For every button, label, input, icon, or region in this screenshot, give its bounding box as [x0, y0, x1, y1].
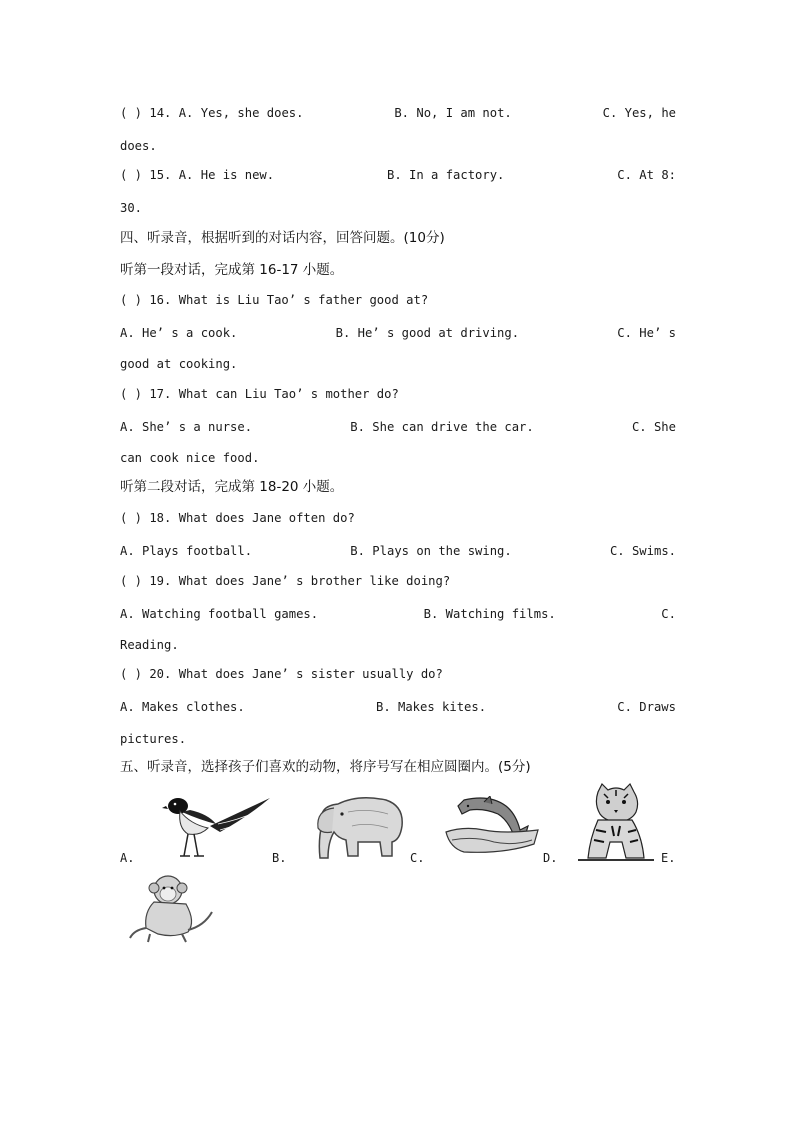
question-17-options — [120, 419, 676, 435]
option-a[interactable]: A. Makes clothes. — [120, 700, 245, 714]
option-b[interactable]: B. In a factory. — [387, 168, 505, 182]
question-19[interactable]: ( ) 19. What does Jane’ s brother like doing? — [120, 574, 451, 588]
elephant-icon[interactable] — [308, 792, 406, 862]
label-b: B. — [272, 851, 287, 865]
question-18-options — [120, 543, 676, 559]
dialog-2-instruction: 听第二段对话，完成第 18-20 小题。 — [120, 479, 344, 495]
question-18[interactable]: ( ) 18. What does Jane often do? — [120, 511, 355, 525]
label-e: E. — [661, 851, 676, 865]
option-c-continued: pictures. — [120, 732, 187, 746]
question-16[interactable]: ( ) 16. What is Liu Tao’ s father good at? — [120, 293, 429, 307]
option-c[interactable]: C. Swims. — [609, 544, 676, 558]
question-16-options — [120, 325, 676, 341]
answer-bracket[interactable]: ( ) — [120, 106, 143, 120]
label-c: C. — [410, 851, 425, 865]
dialog-1-instruction: 听第一段对话，完成第 16-17 小题。 — [120, 262, 344, 278]
option-c-continued: good at cooking. — [120, 357, 238, 371]
question-19-options — [120, 606, 676, 622]
option-c-continued: 30. — [120, 201, 143, 215]
label-d: D. — [543, 851, 558, 865]
option-b[interactable]: B. He’ s good at driving. — [335, 326, 520, 340]
option-a[interactable]: A. Plays football. — [120, 544, 253, 558]
option-b[interactable]: B. Makes kites. — [375, 700, 487, 714]
option-a[interactable]: A. She’ s a nurse. — [120, 420, 253, 434]
question-20[interactable]: ( ) 20. What does Jane’ s sister usually do? — [120, 667, 443, 681]
option-b[interactable]: B. No, I am not. — [394, 106, 512, 120]
option-a[interactable]: A. He is new. — [178, 168, 275, 182]
option-c[interactable]: C. Draws — [617, 700, 676, 714]
option-c[interactable]: C. — [661, 607, 676, 621]
question-14: ( ) 14. A. Yes, she does. B. No, I am not. C. Yes, he — [120, 106, 676, 120]
monkey-icon[interactable] — [124, 872, 216, 944]
tiger-icon[interactable] — [576, 782, 656, 864]
option-c[interactable]: C. At 8: — [617, 168, 676, 182]
option-c[interactable]: C. Yes, he — [602, 106, 676, 120]
section-5-title: 五、听录音，选择孩子们喜欢的动物，将序号写在相应圆圈内。(5分) — [120, 759, 531, 775]
option-b[interactable]: B. Watching films. — [423, 607, 556, 621]
option-c[interactable]: C. He’ s — [617, 326, 676, 340]
dolphin-icon[interactable] — [444, 796, 540, 858]
option-c-continued: can cook nice food. — [120, 451, 260, 465]
answer-bracket[interactable]: ( ) — [120, 168, 143, 182]
question-17[interactable]: ( ) 17. What can Liu Tao’ s mother do? — [120, 387, 399, 401]
option-c[interactable]: C. She — [631, 420, 676, 434]
bird-icon[interactable] — [160, 794, 272, 864]
option-b[interactable]: B. Plays on the swing. — [350, 544, 512, 558]
question-15: ( ) 15. A. He is new. B. In a factory. C. At 8: — [120, 168, 676, 182]
option-c-continued: Reading. — [120, 638, 179, 652]
option-a[interactable]: A. Yes, she does. — [178, 106, 304, 120]
option-c-continued: does. — [120, 139, 157, 153]
option-b[interactable]: B. She can drive the car. — [350, 420, 534, 434]
question-20-options — [120, 699, 676, 715]
section-4-title: 四、听录音，根据听到的对话内容，回答问题。(10分) — [120, 230, 445, 246]
option-a[interactable]: A. He’ s a cook. — [120, 326, 238, 340]
label-a: A. — [120, 851, 135, 865]
option-a[interactable]: A. Watching football games. — [120, 607, 319, 621]
